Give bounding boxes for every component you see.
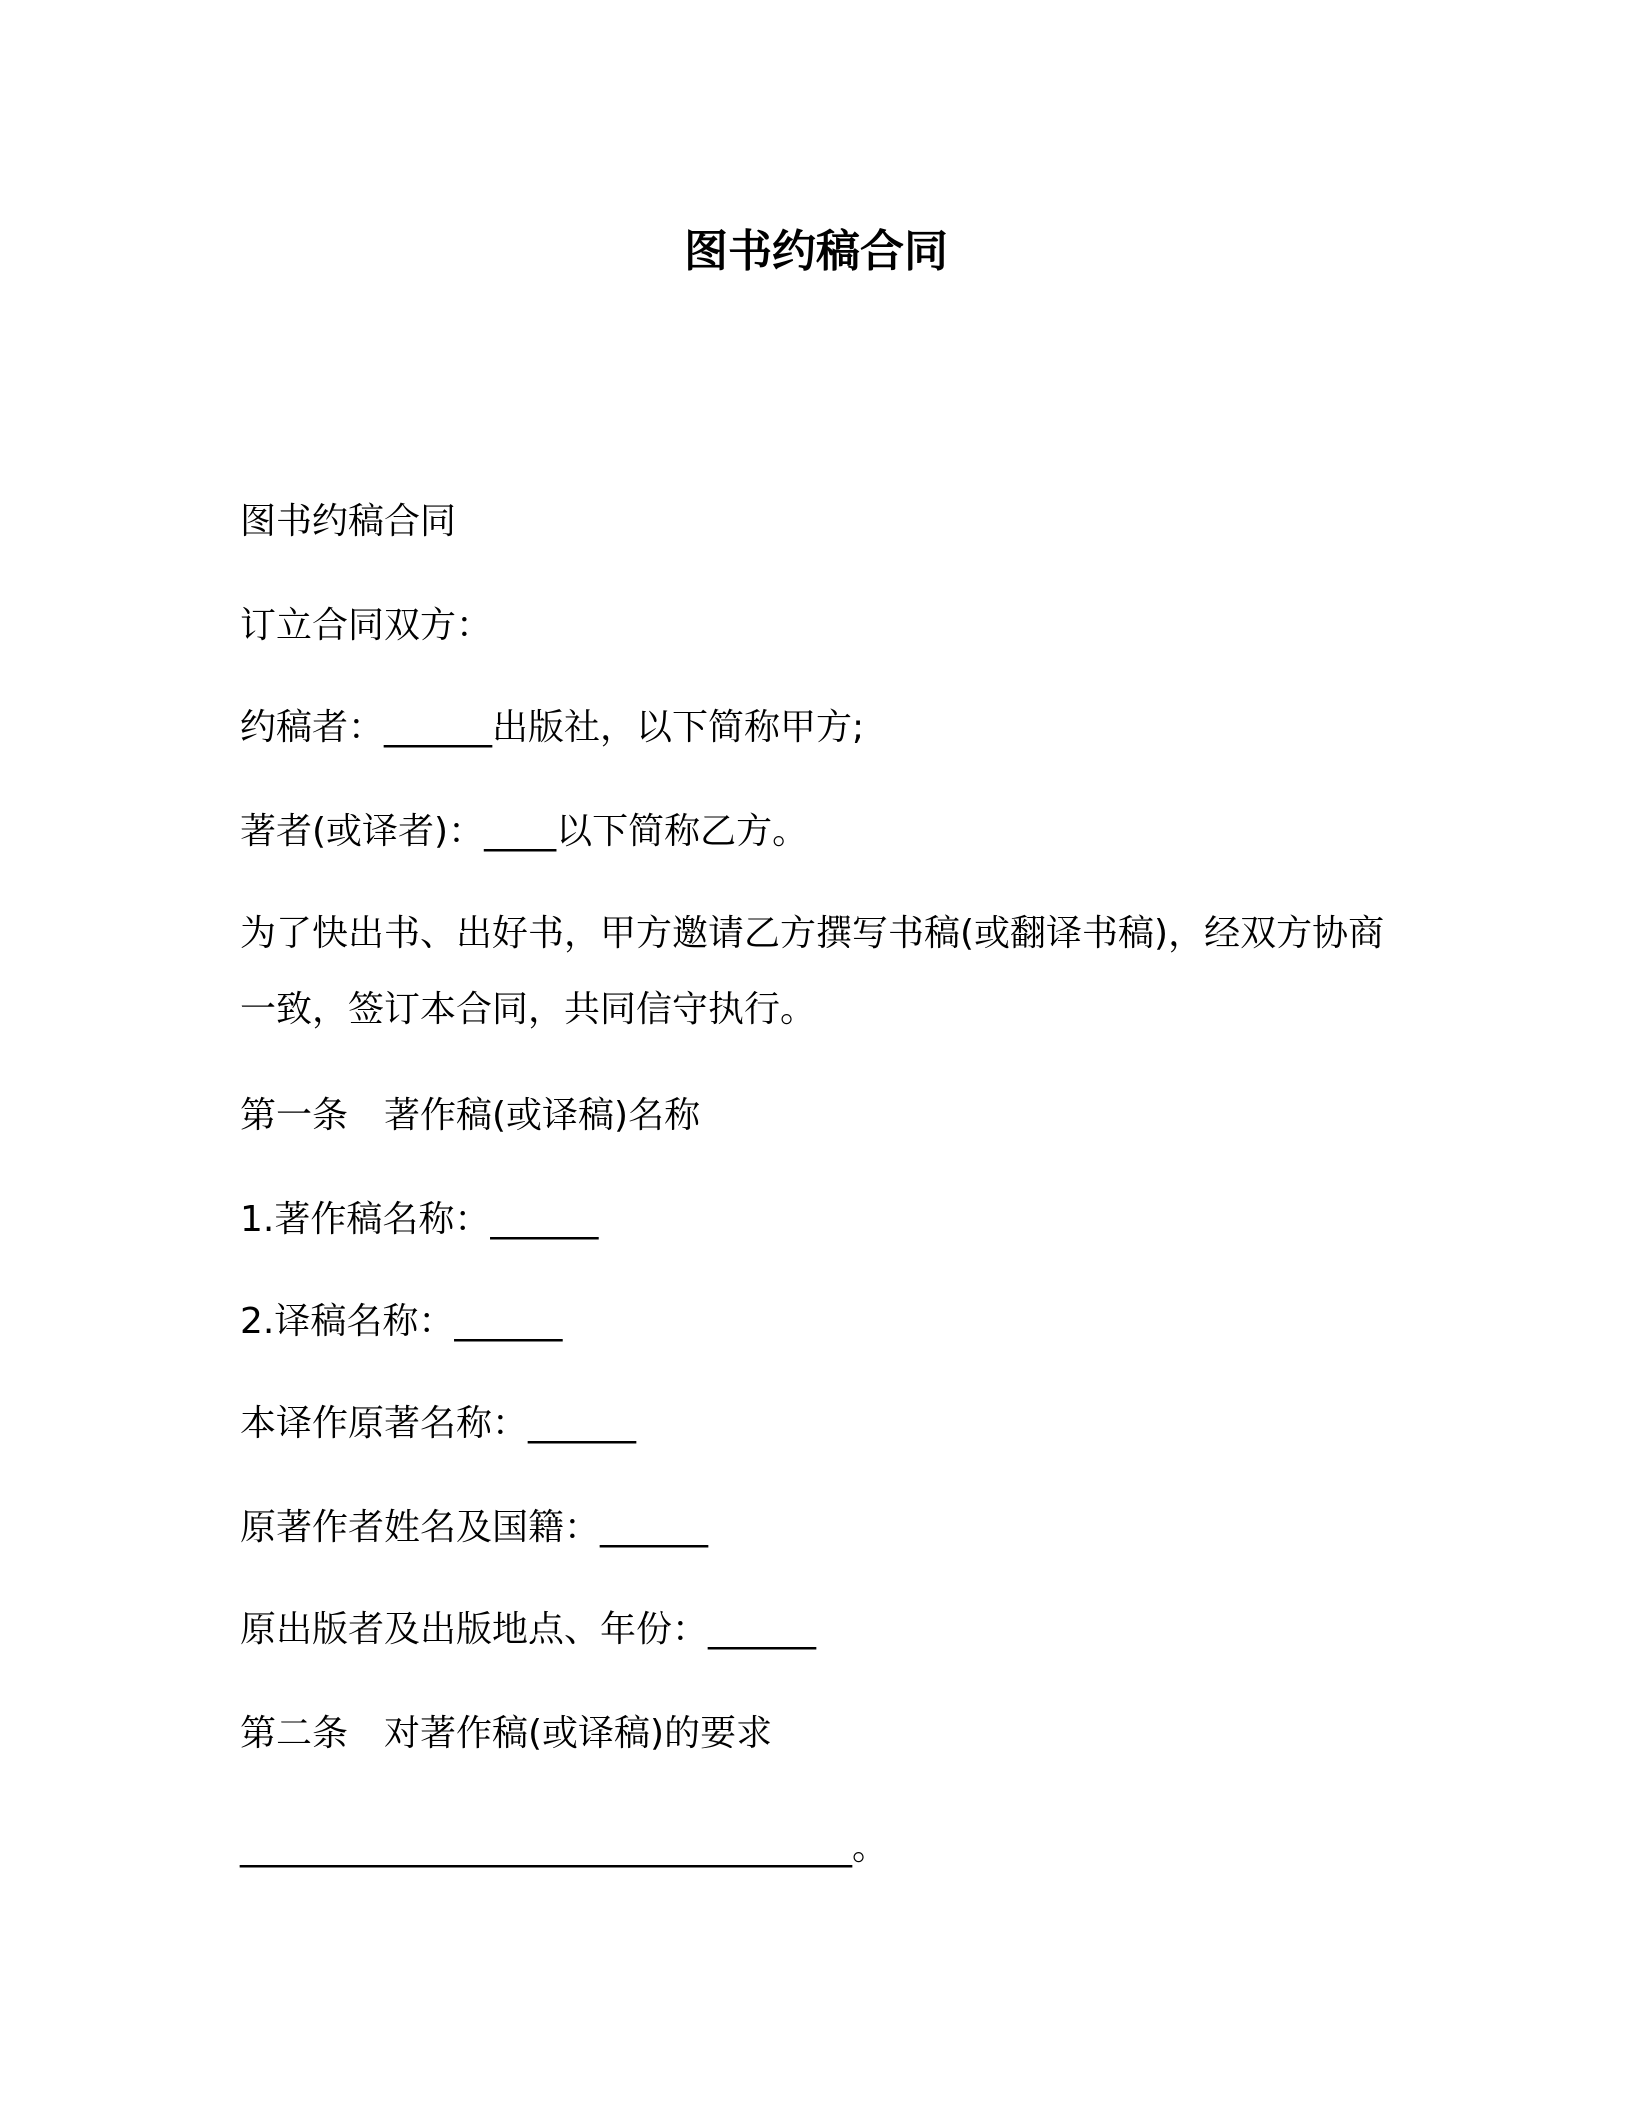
article-two-heading: 第二条 对著作稿(或译稿)的要求 <box>240 1713 773 1754</box>
paragraph-original-publisher: 原出版者及出版地点、年份：______ <box>240 1609 817 1650</box>
paragraph-translation-title: 2.译稿名称：______ <box>240 1301 563 1342</box>
paragraph-requirements-blank: __________________________________。 <box>240 1827 888 1868</box>
paragraph-heading: 图书约稿合同 <box>240 501 457 542</box>
article-one-heading: 第一条 著作稿(或译稿)名称 <box>240 1095 701 1136</box>
paragraph-parties: 订立合同双方： <box>240 605 493 646</box>
document-title: 图书约稿合同 <box>684 226 948 277</box>
paragraph-original-title: 本译作原著名称：______ <box>240 1403 637 1444</box>
paragraph-purpose: 为了快出书、出好书，甲方邀请乙方撰写书稿(或翻译书稿)，经双方协商一致，签订本合同，共同信守执行。 <box>240 913 1385 1030</box>
paragraph-original-author: 原著作者姓名及国籍：______ <box>240 1507 709 1548</box>
paragraph-party-b: 著者(或译者)：____以下简称乙方。 <box>240 811 809 852</box>
paragraph-party-a: 约稿者：______出版社，以下简称甲方; <box>240 707 865 748</box>
paragraph-work-title: 1.著作稿名称：______ <box>240 1199 599 1240</box>
